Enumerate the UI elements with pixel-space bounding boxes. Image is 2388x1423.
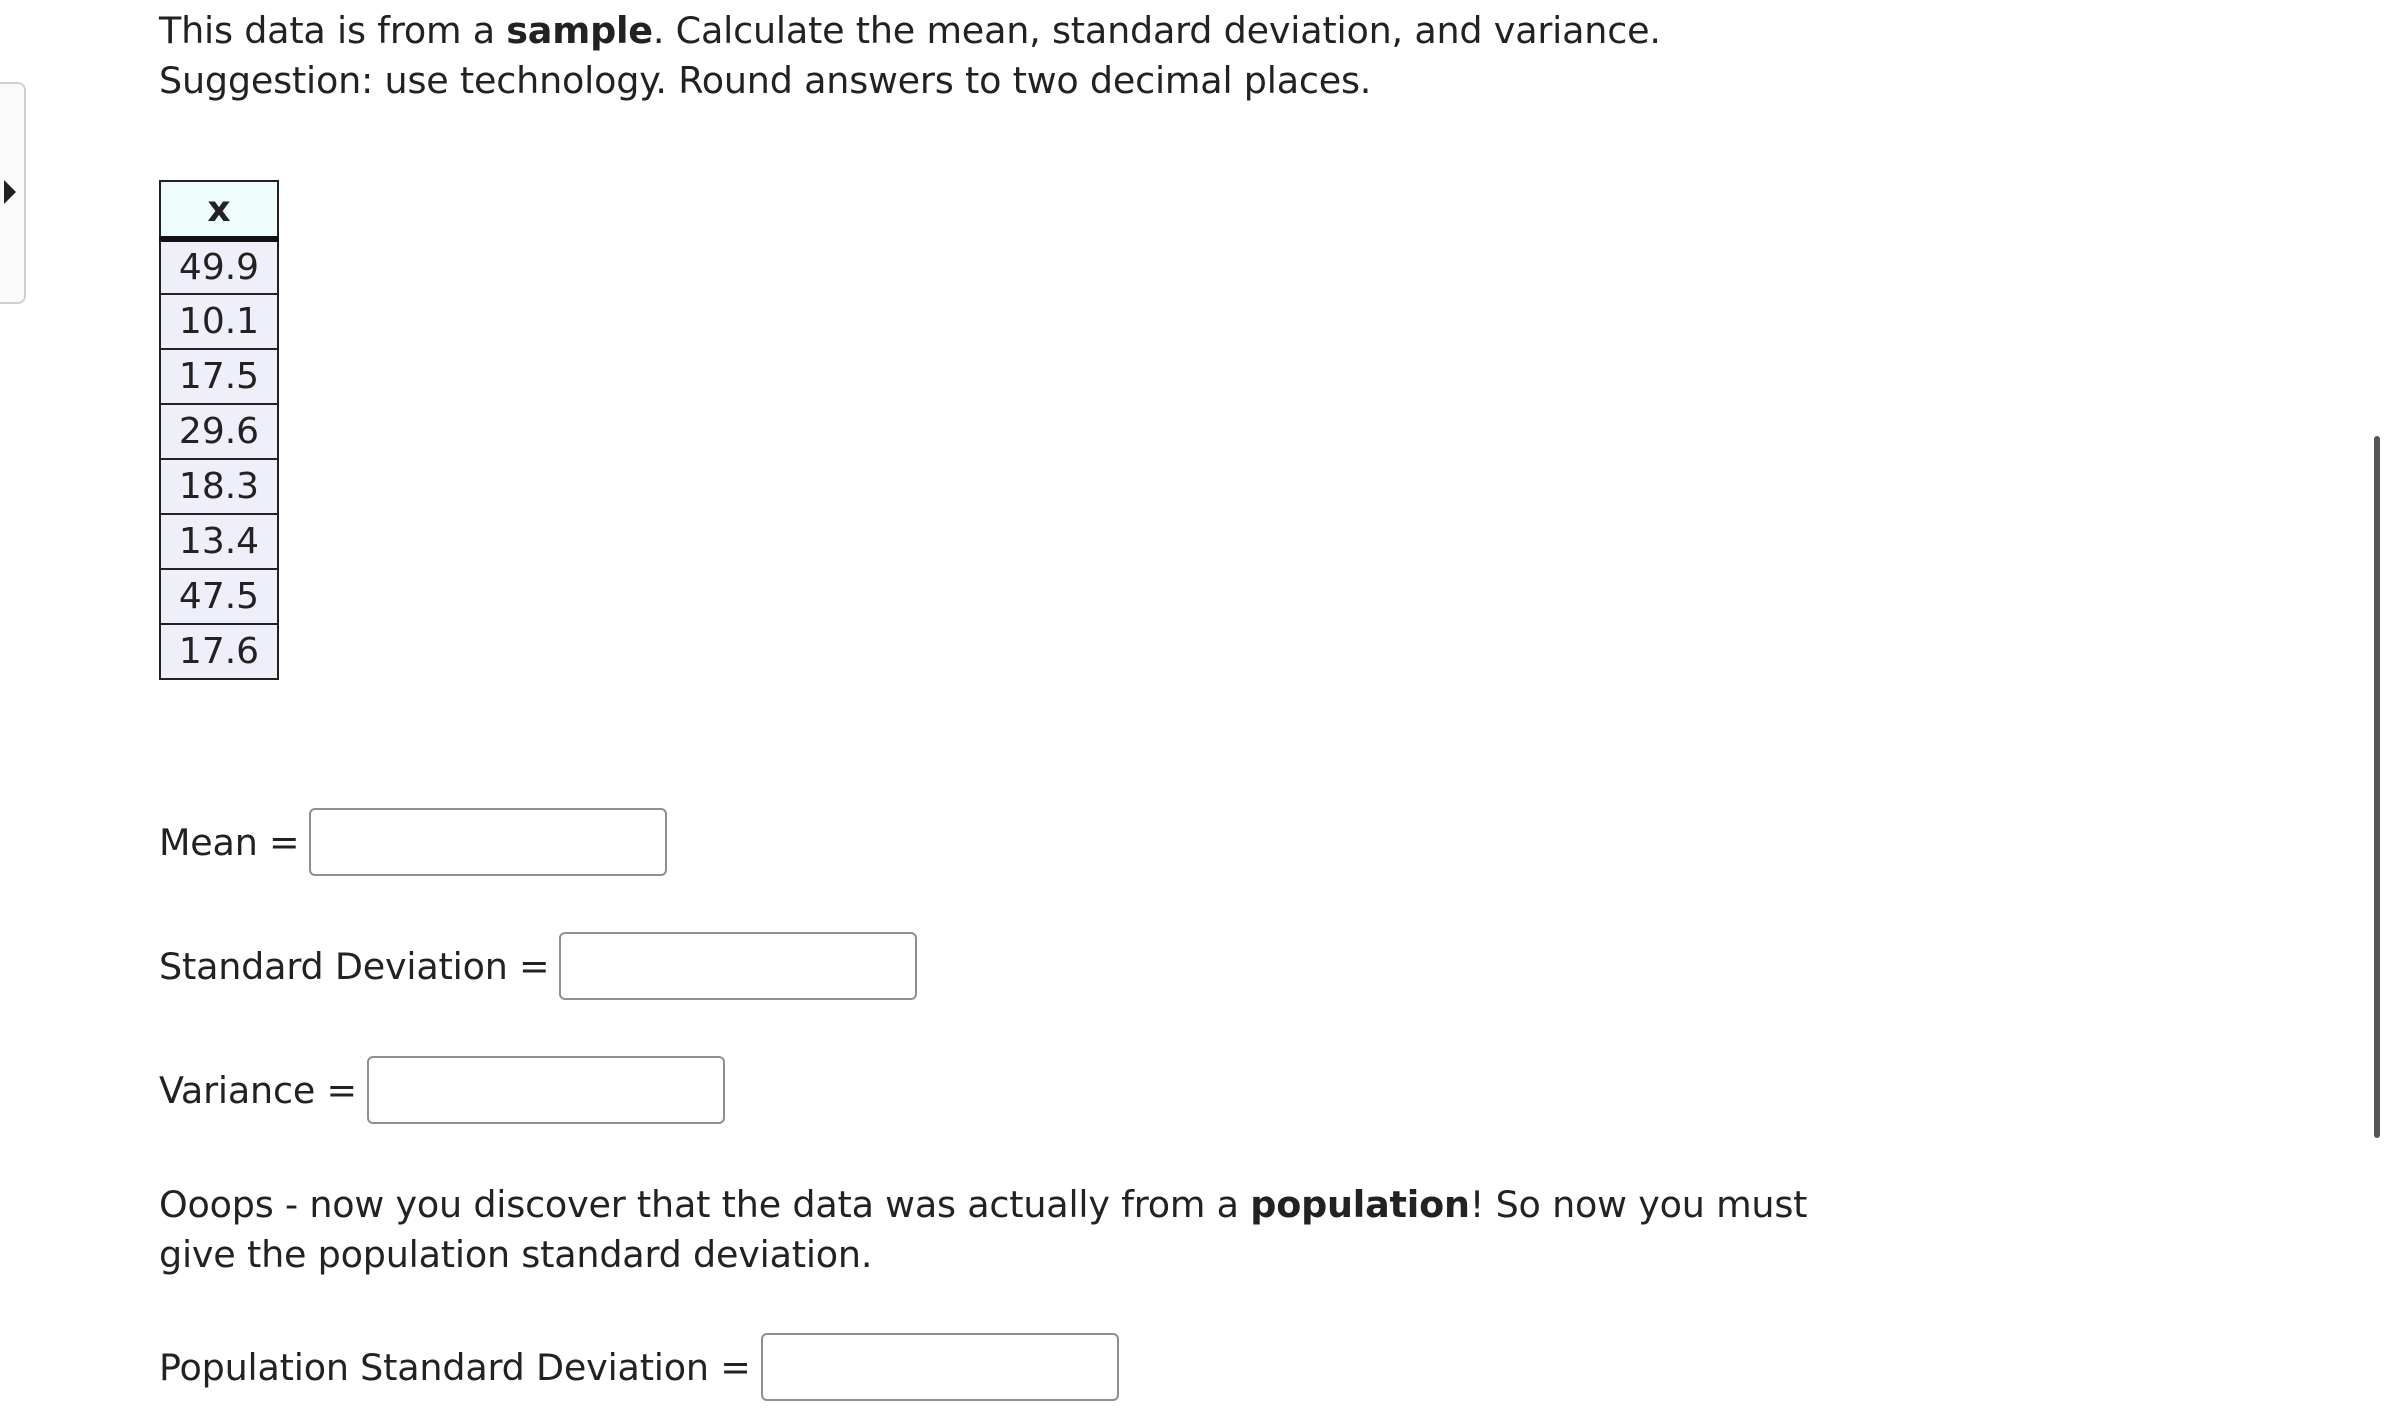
mean-label: Mean = — [159, 820, 300, 864]
question-container — [159, 0, 1859, 106]
population-emphasis: population — [1250, 1183, 1470, 1226]
followup-text: Ooops - now you discover that the data was actually from a population! So now you must give the population standard deviation. — [159, 1183, 1808, 1276]
variance-row — [159, 1056, 725, 1124]
sample-emphasis: sample — [506, 9, 653, 52]
table-cell: 47.5 — [160, 569, 278, 624]
table-cell: 17.5 — [160, 349, 278, 404]
standard-deviation-row — [159, 932, 917, 1000]
standard-deviation-input[interactable] — [559, 932, 917, 1000]
standard-deviation-label: Standard Deviation = — [159, 944, 550, 988]
question-text: This data is from a sample. Calculate the mean, standard deviation, and variance. Suggestion: use technology. Round answers to two decimal places. — [159, 9, 1661, 102]
expand-arrow-icon[interactable] — [4, 180, 16, 204]
table-cell: 29.6 — [160, 404, 278, 459]
mean-input[interactable] — [309, 808, 667, 876]
vertical-scrollbar[interactable] — [2374, 436, 2380, 1138]
table-cell: 10.1 — [160, 294, 278, 349]
population-sd-label: Population Standard Deviation = — [159, 1345, 751, 1389]
table-cell: 13.4 — [160, 514, 278, 569]
population-sd-input[interactable] — [761, 1333, 1119, 1401]
mean-row — [159, 808, 667, 876]
table-cell: 49.9 — [160, 239, 278, 294]
table-cell: 17.6 — [160, 624, 278, 679]
table-cell: 18.3 — [160, 459, 278, 514]
data-table — [159, 180, 279, 680]
variance-label: Variance = — [159, 1068, 357, 1112]
population-sd-row — [159, 1333, 1119, 1401]
table-header-x: x — [160, 181, 278, 239]
variance-input[interactable] — [367, 1056, 725, 1124]
